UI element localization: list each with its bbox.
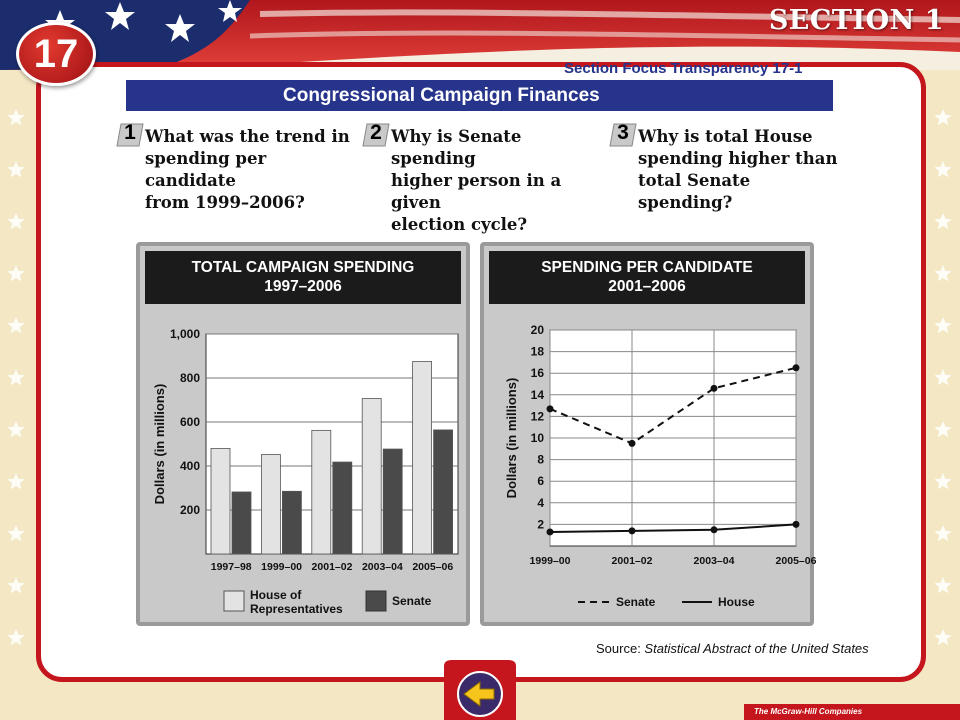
y-tick-label: 18 <box>530 344 544 359</box>
back-button[interactable] <box>444 660 516 720</box>
star-icon <box>934 369 951 385</box>
x-tick-label: 2001–02 <box>611 555 653 567</box>
star-icon <box>934 629 951 645</box>
bar-house <box>211 448 230 554</box>
y-tick-label: 2 <box>537 517 544 532</box>
x-tick-label: 2003–04 <box>693 555 735 567</box>
star-icon <box>934 577 951 593</box>
bar-house <box>362 398 381 554</box>
bar-house <box>413 362 432 555</box>
x-tick-label: 1999–00 <box>529 555 571 567</box>
y-tick-label: 6 <box>537 474 544 489</box>
total-spending-panel <box>136 242 470 626</box>
chapter-badge <box>16 22 96 86</box>
star-icon <box>934 213 951 229</box>
chapter-number: 17 <box>33 32 79 76</box>
star-icon <box>934 317 951 333</box>
y-tick-label: 8 <box>537 452 544 467</box>
x-tick-label: 1997–98 <box>210 561 252 573</box>
y-tick-label: 4 <box>537 495 544 510</box>
legend-label-senate: Senate <box>392 594 432 608</box>
y-tick-label: 14 <box>530 387 544 402</box>
source-note: Source: Statistical Abstract of the United States <box>596 641 869 656</box>
star-icon <box>7 213 24 229</box>
star-icon <box>7 629 24 645</box>
star-icon <box>7 577 24 593</box>
x-tick-label: 1999–00 <box>261 561 303 573</box>
y-axis-label: Dollars (in millions) <box>504 377 519 499</box>
legend-label-senate: Senate <box>616 595 656 609</box>
point-senate <box>711 385 718 392</box>
star-icon <box>934 109 951 125</box>
y-tick-label: 600 <box>179 415 200 429</box>
question-number-badge: 1 <box>117 122 145 148</box>
page-title-bar <box>126 80 833 111</box>
point-senate <box>547 405 554 412</box>
star-icon <box>934 525 951 541</box>
legend-label-house: Representatives <box>250 602 343 616</box>
question-text: Why is total House spending higher than total Senate spending? <box>638 127 838 212</box>
bar-senate <box>383 449 402 554</box>
x-tick-label: 2003–04 <box>361 561 403 573</box>
y-axis-label: Dollars (in millions) <box>152 383 167 505</box>
x-tick-label: 2005–06 <box>775 555 817 567</box>
bar-chart-title: TOTAL CAMPAIGN SPENDING 1997–2006 <box>145 251 461 304</box>
bar-house <box>261 455 280 554</box>
bar-senate <box>232 492 251 554</box>
point-house <box>629 527 636 534</box>
question-text: Why is Senate spending higher person in a given election cycle? <box>391 127 562 234</box>
star-icon <box>934 473 951 489</box>
star-icon <box>7 161 24 177</box>
point-house <box>547 528 554 535</box>
bar-house <box>312 430 331 554</box>
point-senate <box>629 440 636 447</box>
question-text: What was the trend in spending per candidate from 1999–2006? <box>145 127 350 212</box>
star-icon <box>934 265 951 281</box>
per-candidate-panel <box>480 242 817 626</box>
page-title: Congressional Campaign Finances <box>283 85 600 106</box>
y-tick-label: 16 <box>530 366 544 381</box>
bar-senate <box>333 462 352 554</box>
y-tick-label: 10 <box>530 431 544 445</box>
star-icon <box>7 265 24 281</box>
y-tick-label: 20 <box>530 323 544 337</box>
x-tick-label: 2005–06 <box>412 561 454 573</box>
point-house <box>793 521 800 528</box>
point-senate <box>793 364 800 371</box>
x-tick-label: 2001–02 <box>311 561 353 573</box>
bar-chart <box>140 246 466 622</box>
legend-label-house: House of <box>250 588 302 602</box>
star-icon <box>7 473 24 489</box>
y-tick-label: 1,000 <box>169 327 200 341</box>
y-tick-label: 200 <box>179 503 200 517</box>
bar-senate <box>282 491 301 554</box>
y-tick-label: 400 <box>179 459 200 473</box>
legend-swatch-house <box>224 591 244 611</box>
y-tick-label: 800 <box>179 371 200 385</box>
star-icon <box>7 525 24 541</box>
question-number-badge: 3 <box>610 122 638 148</box>
y-tick-label: 12 <box>530 409 544 424</box>
star-icon <box>934 421 951 437</box>
transparency-label: Section Focus Transparency 17-1 <box>564 60 803 77</box>
point-house <box>711 526 718 533</box>
question-number-badge: 2 <box>363 122 391 148</box>
star-icon <box>7 421 24 437</box>
star-icon <box>7 109 24 125</box>
legend-label-house: House <box>718 595 755 609</box>
section-label: SECTION 1 <box>768 5 944 36</box>
publisher-logo: The McGraw-Hill Companies <box>744 704 960 720</box>
bar-senate <box>434 430 453 554</box>
line-chart <box>484 246 817 622</box>
star-icon <box>7 317 24 333</box>
legend-swatch-senate <box>366 591 386 611</box>
line-chart-title: SPENDING PER CANDIDATE 2001–2006 <box>489 251 805 304</box>
star-icon <box>934 161 951 177</box>
star-icon <box>7 369 24 385</box>
